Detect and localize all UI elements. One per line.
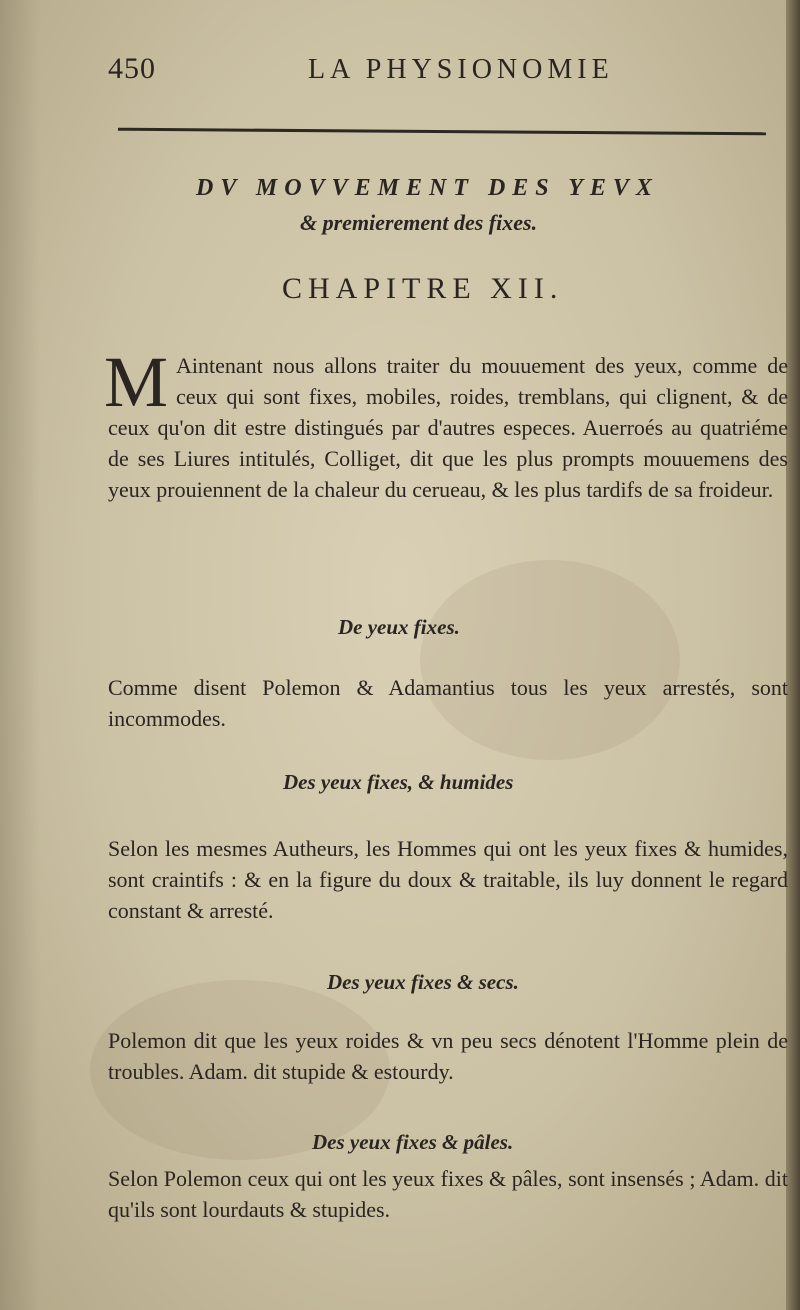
chapter-title: CHAPITRE XII. <box>282 272 564 305</box>
subheading: Des yeux fixes & pâles. <box>312 1130 514 1154</box>
paragraph <box>104 342 788 505</box>
page-number: 450 <box>108 52 156 85</box>
subheading: Des yeux fixes, & humides <box>283 770 514 794</box>
paragraph-text: Comme disent Polemon & Adamantius tous les yeux arrestés, sont incommodes. <box>108 675 788 731</box>
page-edge <box>786 0 800 1310</box>
running-head: LA PHYSIONOMIE <box>308 54 614 85</box>
paragraph-text: Polemon dit que les yeux roides & vn peu secs dénotent l'Homme plein de troubles. Adam. dit stupide & estourdy. <box>108 1028 788 1084</box>
header-rule <box>118 128 766 136</box>
section-title: DV MOVVEMENT DES YEVX <box>196 175 659 201</box>
subheading: Des yeux fixes & secs. <box>327 970 519 994</box>
section-subtitle: & premierement des fixes. <box>300 210 538 235</box>
subheading: De yeux fixes. <box>338 615 460 639</box>
paragraph-text: Aintenant nous allons traiter du mouuement des yeux, comme de ceux qui sont fixes, mobiles, roides, tremblans, qui clignent, & de ceux qu'on dit estre distingués par d'autres especes. Auerroés au quatriéme de ses Liures intitulés, Colliget, dit que les plus prompts mouuemens des yeux prouiennent de la chaleur du cerueau, & les plus tardifs de sa froideur. <box>108 353 788 502</box>
paragraph-text: Selon Polemon ceux qui ont les yeux fixes & pâles, sont insensés ; Adam. dit qu'ils sont lourdauts & stupides. <box>108 1166 788 1222</box>
paragraph-text: Selon les mesmes Autheurs, les Hommes qui ont les yeux fixes & humides, sont craintifs : & en la figure du doux & traitable, ils luy donnent le regard constant & arresté. <box>108 836 788 923</box>
page-header <box>108 52 668 92</box>
drop-cap: M <box>104 342 169 422</box>
page-gutter-shadow <box>0 0 40 1310</box>
